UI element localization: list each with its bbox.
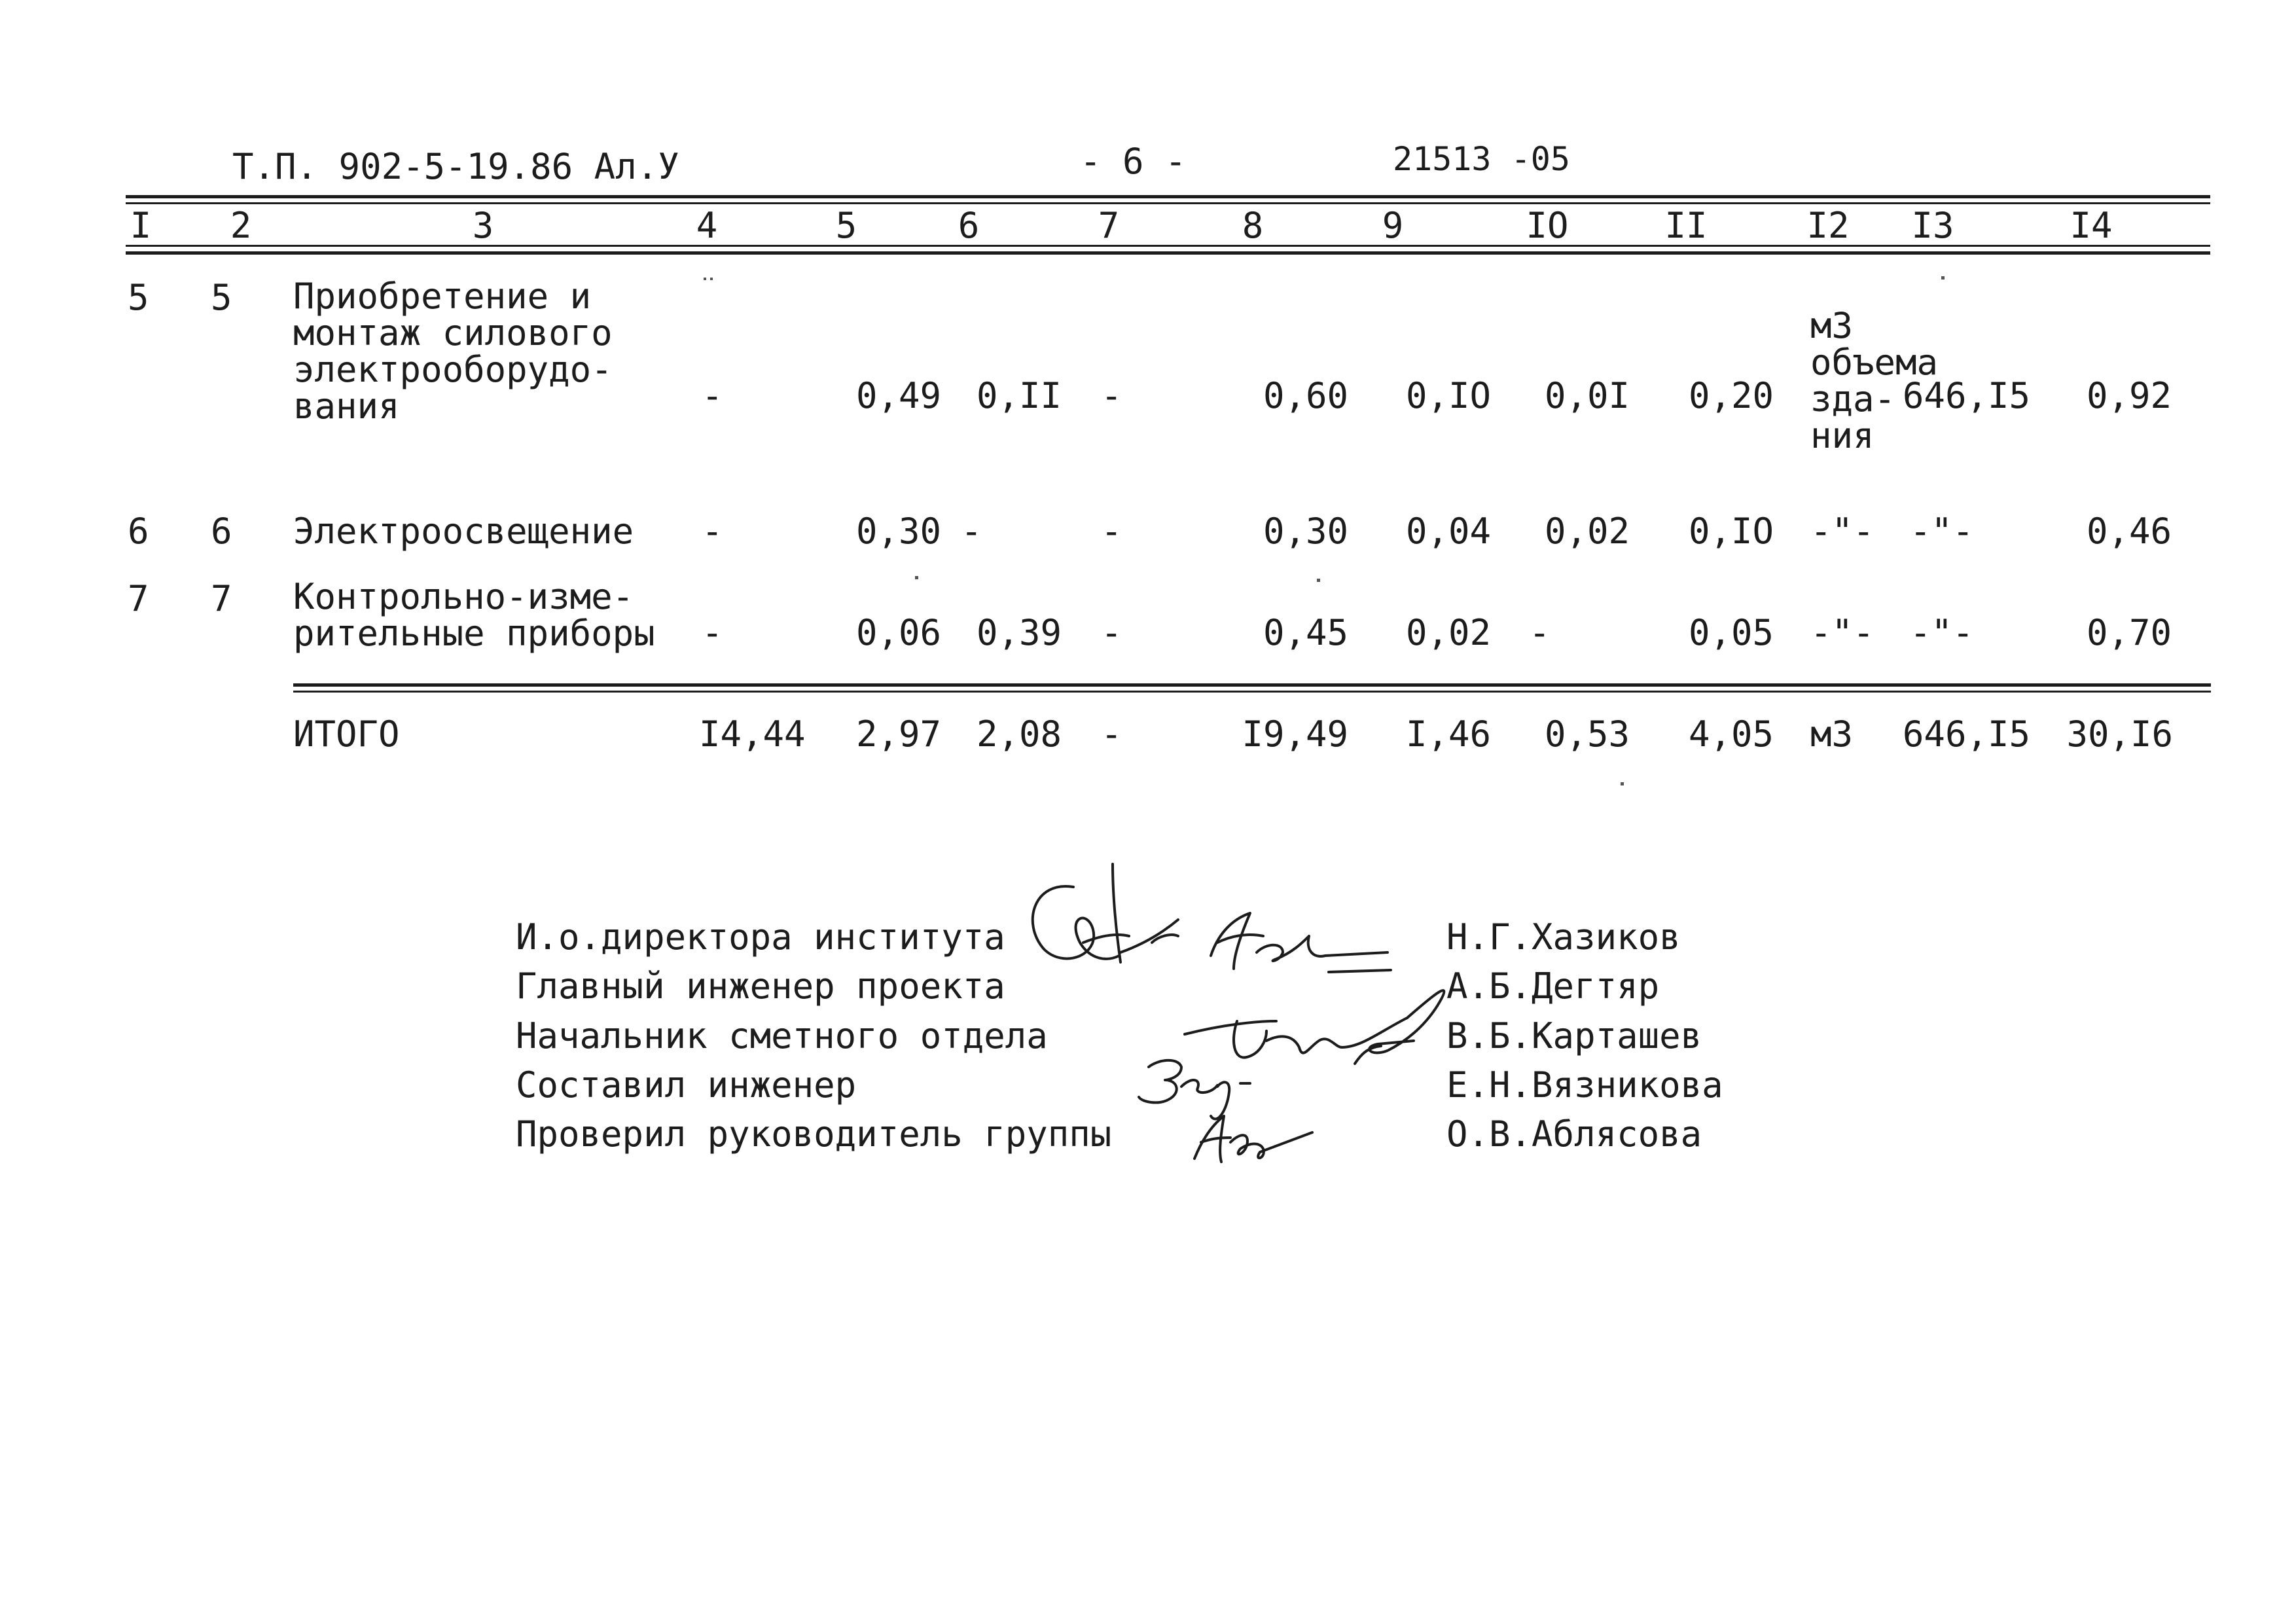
- total-c6: 2,08: [976, 713, 1062, 755]
- cell-c6: 0,II: [976, 375, 1062, 416]
- scan-speck: [1317, 579, 1320, 582]
- cell-c9: 0,IO: [1405, 375, 1491, 416]
- scan-speck: [704, 278, 706, 280]
- cell-c10: 0,02: [1544, 511, 1630, 552]
- cell-c9: 0,02: [1405, 612, 1491, 653]
- total-c14: 30,I6: [2066, 713, 2173, 755]
- column-number: 4: [696, 205, 718, 246]
- cell-c14: 0,70: [2086, 612, 2172, 653]
- document-number: 21513 -05: [1393, 140, 1570, 178]
- signature-estimating-head: [1185, 990, 1444, 1064]
- row-number: 6: [128, 511, 149, 552]
- column-number: 6: [958, 205, 980, 246]
- cell-c13-ditto: -"-: [1910, 511, 1974, 552]
- total-c8: I9,49: [1242, 713, 1348, 755]
- cell-c4: -: [702, 375, 723, 416]
- column-number: 7: [1098, 205, 1120, 246]
- scan-speck: [710, 278, 713, 280]
- row-number: 7: [128, 578, 149, 619]
- signatory-name: А.Б.Дегтяр: [1446, 965, 1660, 1007]
- cell-c6: 0,39: [976, 612, 1062, 653]
- column-number: IO: [1526, 205, 1569, 246]
- total-c4: I4,44: [699, 713, 806, 755]
- column-number: 8: [1242, 205, 1264, 246]
- cell-c6: -: [961, 511, 982, 552]
- total-c7: -: [1101, 713, 1122, 755]
- cell-c10: 0,0I: [1544, 375, 1630, 416]
- signatory-name: О.В.Аблясова: [1446, 1113, 1702, 1155]
- signatory-role: Главный инженер проекта: [516, 965, 1005, 1007]
- row-position: 7: [211, 578, 232, 619]
- column-number: 9: [1382, 205, 1404, 246]
- cell-c14: 0,92: [2086, 375, 2172, 416]
- column-number: 3: [472, 205, 494, 246]
- row-number: 5: [128, 277, 149, 318]
- cell-c12-unit: м3 объема зда- ния: [1810, 305, 1939, 456]
- signatory-role: И.о.директора института: [516, 916, 1005, 958]
- total-c13: 646,I5: [1902, 713, 2030, 755]
- cell-c5: 0,06: [855, 612, 941, 653]
- cell-c5: 0,30: [855, 511, 941, 552]
- total-c10: 0,53: [1544, 713, 1630, 755]
- cell-c5: 0,49: [855, 375, 941, 416]
- cell-c9: 0,04: [1405, 511, 1491, 552]
- scan-speck: [1621, 782, 1624, 785]
- cell-c4: -: [702, 612, 723, 653]
- cell-c14: 0,46: [2086, 511, 2172, 552]
- column-number: I4: [2070, 205, 2113, 246]
- work-name: Контрольно-изме- рительные приборы: [293, 576, 655, 654]
- cell-c7: -: [1101, 612, 1122, 653]
- signature-chief-engineer: [1211, 913, 1391, 972]
- column-number: 2: [230, 205, 252, 246]
- scan-speck: [1941, 276, 1945, 280]
- cell-c13-ditto: -"-: [1910, 612, 1974, 653]
- total-label: ИТОГО: [293, 713, 400, 755]
- cell-c11: 0,IO: [1688, 511, 1774, 552]
- cell-c11: 0,20: [1688, 375, 1774, 416]
- column-number: I3: [1911, 205, 1954, 246]
- signature-compiler: [1139, 1060, 1250, 1119]
- cell-c8: 0,60: [1263, 375, 1348, 416]
- signatory-role: Проверил руководитель группы: [516, 1113, 1112, 1155]
- signatory-role: Начальник сметного отдела: [516, 1015, 1048, 1056]
- signatory-name: Е.Н.Вязникова: [1446, 1064, 1723, 1106]
- signature-director: [1033, 864, 1178, 962]
- total-c12-unit: м3: [1810, 713, 1854, 755]
- work-name: Электроосвещение: [293, 511, 634, 552]
- column-number: I2: [1806, 205, 1850, 246]
- scan-speck: [915, 576, 918, 579]
- cell-c8: 0,45: [1263, 612, 1348, 653]
- signature-group-head: [1194, 1116, 1312, 1162]
- row-position: 5: [211, 277, 232, 318]
- work-name: Приобретение и монтаж силового электрооборудо- вания: [293, 276, 613, 427]
- total-c5: 2,97: [855, 713, 941, 755]
- cell-c7: -: [1101, 375, 1122, 416]
- cell-c11: 0,05: [1688, 612, 1774, 653]
- cell-c12-ditto: -"-: [1810, 511, 1874, 552]
- column-number: 5: [835, 205, 857, 246]
- cell-c8: 0,30: [1263, 511, 1348, 552]
- signatory-name: Н.Г.Хазиков: [1446, 916, 1681, 958]
- row-position: 6: [211, 511, 232, 552]
- cell-c13: 646,I5: [1902, 375, 2030, 416]
- signatory-name: В.Б.Карташев: [1446, 1015, 1702, 1056]
- page-number: - 6 -: [1080, 141, 1187, 182]
- cell-c10: -: [1529, 612, 1551, 653]
- cell-c4: -: [702, 511, 723, 552]
- total-c11: 4,05: [1688, 713, 1774, 755]
- signatory-role: Составил инженер: [516, 1064, 857, 1106]
- cell-c7: -: [1101, 511, 1122, 552]
- total-c9: I,46: [1405, 713, 1491, 755]
- project-code: Т.П. 902-5-19.86 Ал.У: [232, 146, 679, 187]
- cell-c12-ditto: -"-: [1810, 612, 1874, 653]
- column-number: II: [1664, 205, 1708, 246]
- column-number: I: [130, 205, 152, 246]
